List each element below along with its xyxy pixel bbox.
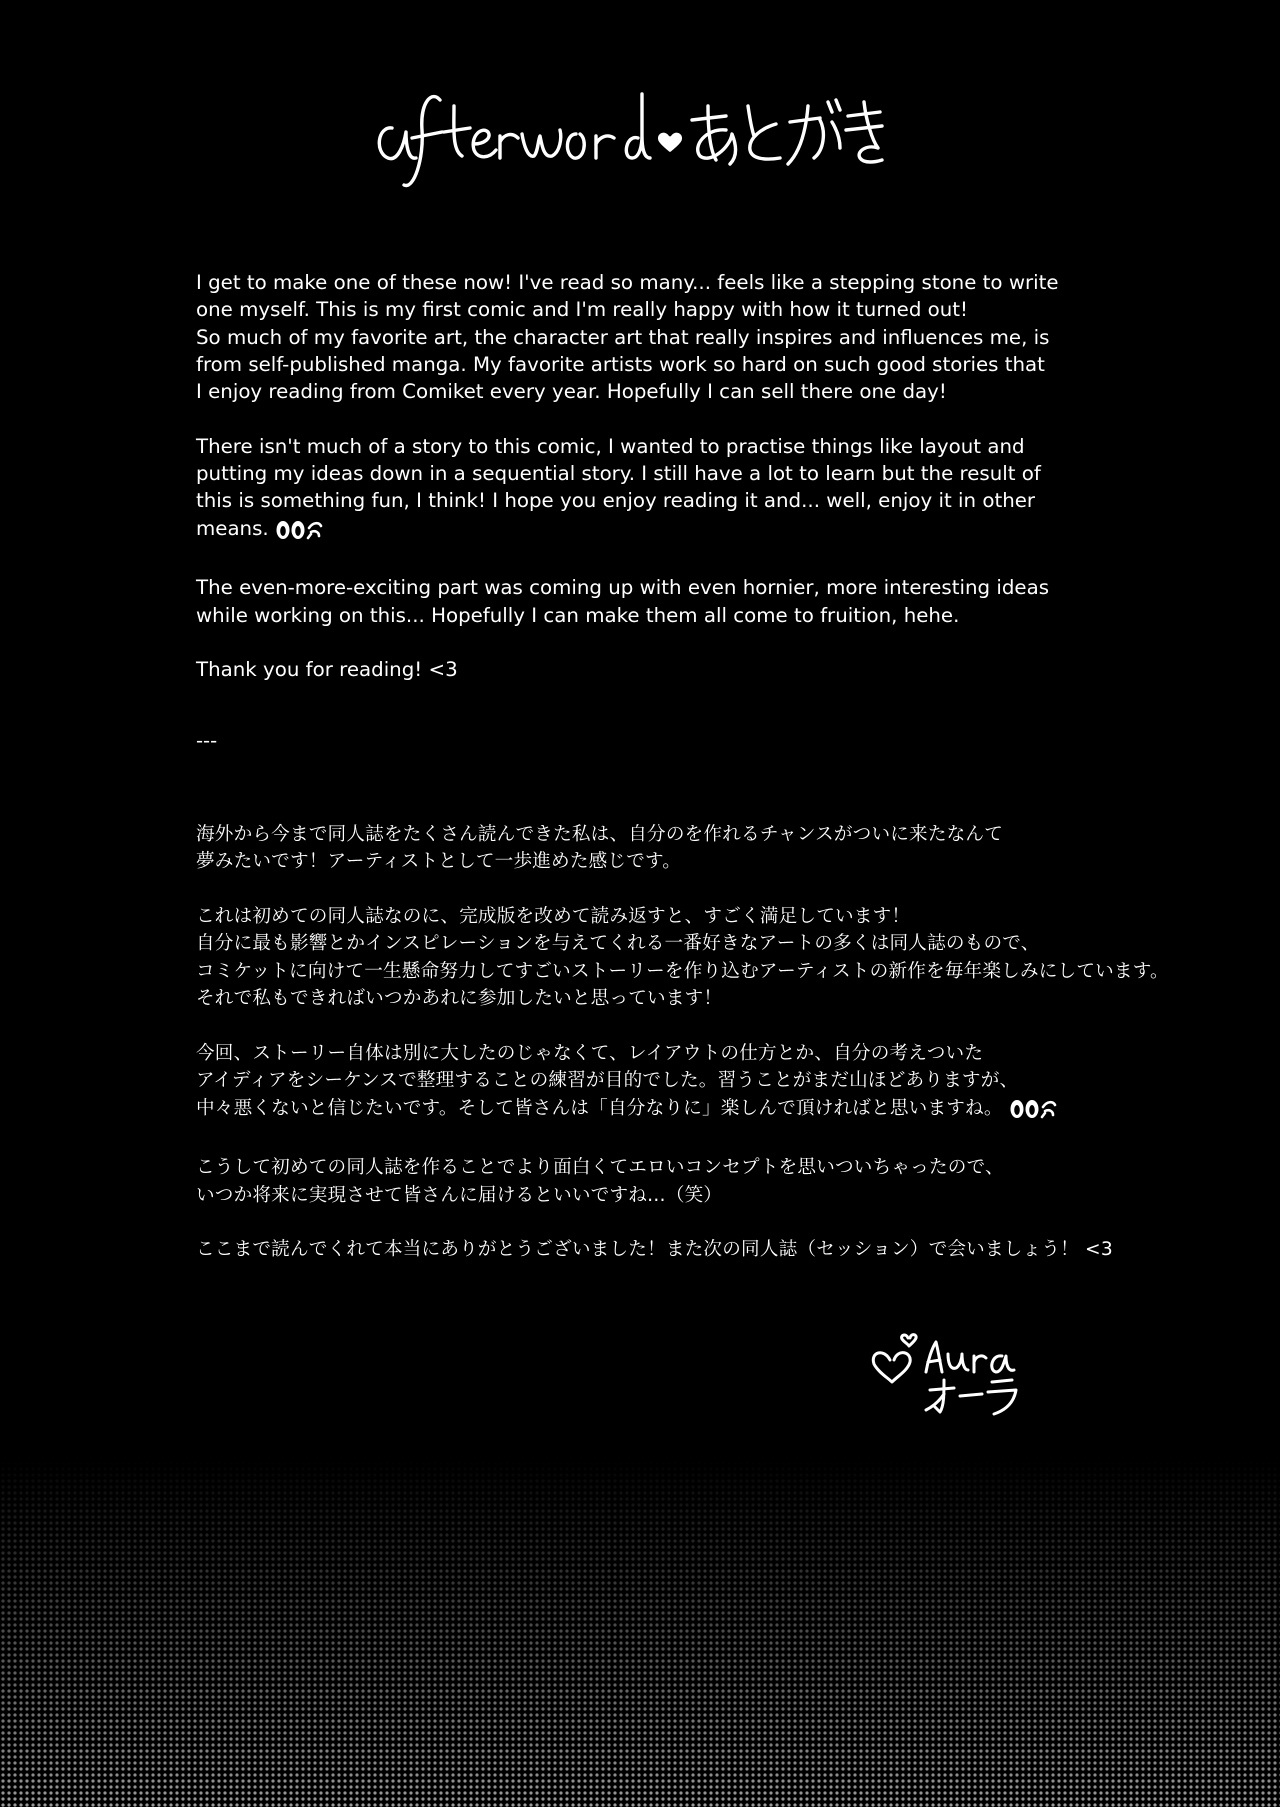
afterword-body <box>196 269 1176 1291</box>
eyes-sweat-icon <box>1009 1097 1057 1127</box>
japanese-paragraph-1: 海外から今まで同人誌をたくさん読んできた私は、自分のを作れるチャンスがついに来たなんて 夢みたいです！アーティストとして一歩進めた感じです。 <box>196 823 1004 873</box>
english-paragraph-1: I get to make one of these now! I've read so many... feels like a stepping stone to write one myself. This is my first comic and I'm really happy with how it turned out! So much of my favorite art, the character art that really inspires and influences me, is from self-published manga. My favorite artists work so hard on such good stories that I enjoy reading from Comiket every year. Hopefully I can sell there one day! <box>196 271 1059 404</box>
english-paragraph-2-text: There isn't much of a story to this comic, I wanted to practise things like layout and putting my ideas down in a sequential story. I still have a lot to learn but the result of this is something fun, I think! I hope you enjoy reading it and... well, enjoy it in other means. <box>196 434 1041 540</box>
heart-icon <box>873 1353 910 1382</box>
page-title <box>370 40 890 200</box>
english-paragraph-4: Thank you for reading! <3 <box>196 658 458 682</box>
english-paragraph-2 <box>196 433 1176 547</box>
signature <box>868 1320 1038 1420</box>
japanese-paragraph-4: こうして初めての同人誌を作ることでより面白くてエロいコンセプトを思いついちゃったので、 いつか将来に実現させて皆さんに届けるといいですね…（笑） <box>196 1157 1004 1206</box>
signature-handwriting-icon <box>868 1320 1038 1420</box>
japanese-paragraph-2: これは初めての同人誌なのに、完成版を改めて読み返すと、すごく満足しています！ 自分に最も影響とかインスピレーションを与えてくれる一番好きなアートの多くは同人誌のもので、 コミケットに向けて一生懸命努力してすごいストーリーを作り込むアーティストの新作を毎年楽しみにしています。 それで私もできればいつかあれに参加したいと思っています！ <box>196 905 1169 1010</box>
english-paragraph-3: The even-more-exciting part was coming up with even hornier, more interesting ideas while working on this... Hopefully I can make them all come to fruition, hehe. <box>196 576 1050 627</box>
section-separator: --- <box>196 729 218 753</box>
halftone-gradient <box>0 1460 1280 1807</box>
japanese-paragraph-5: ここまで読んでくれて本当にありがとうございました！また次の同人誌（セッション）で会いましょう！ <3 <box>196 1239 1113 1261</box>
japanese-paragraph-3-text: 今回、ストーリー自体は別に大したのじゃなくて、レイアウトの仕方とか、自分の考えついた アイディアをシーケンスで整理することの練習が目的でした。習うことがまだ山ほどありますが、 中々悪くないと信じたいです。そして皆さんは「自分なりに」楽しんで頂ければと思いますね。 <box>196 1042 1019 1119</box>
japanese-section <box>196 821 1176 1264</box>
eyes-sweat-icon <box>275 518 323 547</box>
handwritten-title-icon <box>370 40 890 200</box>
japanese-paragraph-3 <box>196 1040 1176 1127</box>
